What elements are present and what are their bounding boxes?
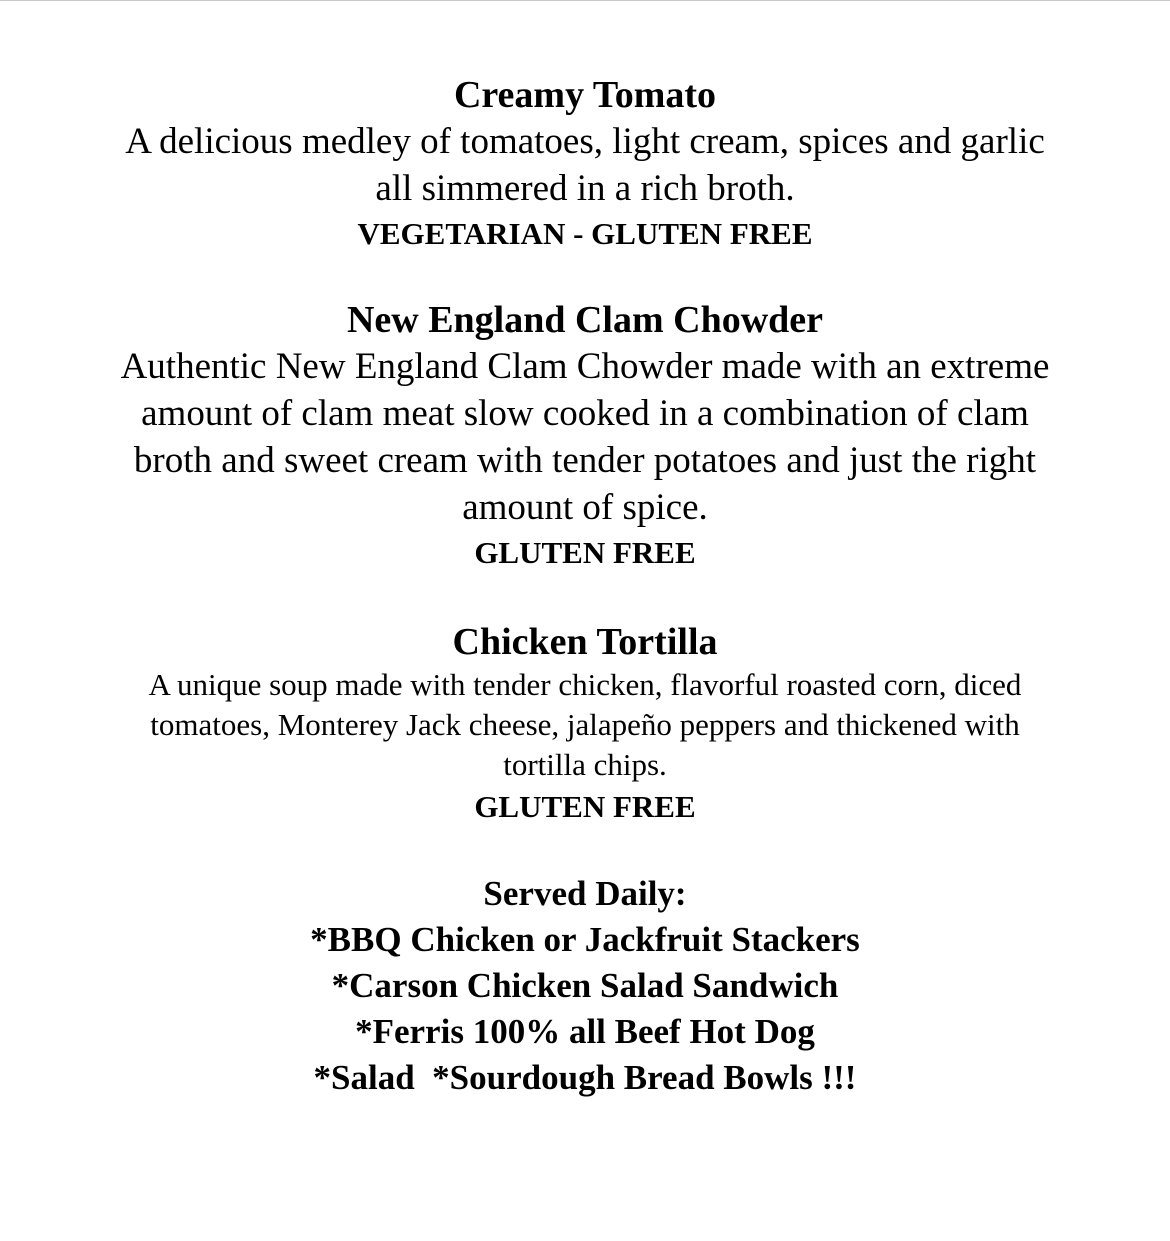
soup-title: Chicken Tortilla — [452, 621, 718, 663]
served-daily-item: *BBQ Chicken or Jackfruit Stackers — [310, 920, 860, 959]
description-line: broth and sweet cream with tender potatoes and just the right — [133, 440, 1037, 481]
soup-description — [80, 665, 1090, 785]
description-line: amount of spice. — [462, 487, 708, 528]
dietary-tag: VEGETARIAN - GLUTEN FREE — [357, 216, 813, 251]
spacer — [0, 256, 1170, 297]
description-line: amount of clam meat slow cooked in a combination of clam — [141, 393, 1029, 434]
description-line: A delicious medley of tomatoes, light cream, spices and garlic — [125, 121, 1045, 162]
soup-title: New England Clam Chowder — [346, 299, 824, 341]
soup-item-chicken-tortilla — [0, 619, 1170, 829]
dietary-tag: GLUTEN FREE — [474, 535, 696, 570]
soup-description — [65, 343, 1105, 531]
description-line: Authentic New England Clam Chowder made with an extreme — [120, 346, 1050, 387]
soup-description — [65, 118, 1105, 212]
description-line: tomatoes, Monterey Jack cheese, jalapeño peppers and thickened with — [150, 707, 1020, 742]
soup-item-creamy-tomato — [0, 72, 1170, 256]
served-daily-item: *Salad *Sourdough Bread Bowls !!! — [313, 1058, 857, 1097]
description-line: all simmered in a rich broth. — [375, 168, 795, 209]
soup-item-clam-chowder — [0, 297, 1170, 575]
description-line: A unique soup made with tender chicken, flavorful roasted corn, diced — [148, 667, 1022, 702]
description-line: tortilla chips. — [503, 747, 667, 782]
top-border — [0, 0, 1170, 1]
spacer — [0, 575, 1170, 619]
soup-menu — [0, 72, 1170, 1101]
served-daily-item: *Ferris 100% all Beef Hot Dog — [355, 1012, 815, 1051]
served-daily-item: *Carson Chicken Salad Sandwich — [331, 966, 839, 1005]
dietary-tag: GLUTEN FREE — [474, 789, 696, 824]
soup-title: Creamy Tomato — [453, 74, 717, 116]
spacer — [0, 829, 1170, 871]
served-daily-section — [0, 871, 1170, 1101]
served-daily-title: Served Daily: — [483, 874, 687, 913]
